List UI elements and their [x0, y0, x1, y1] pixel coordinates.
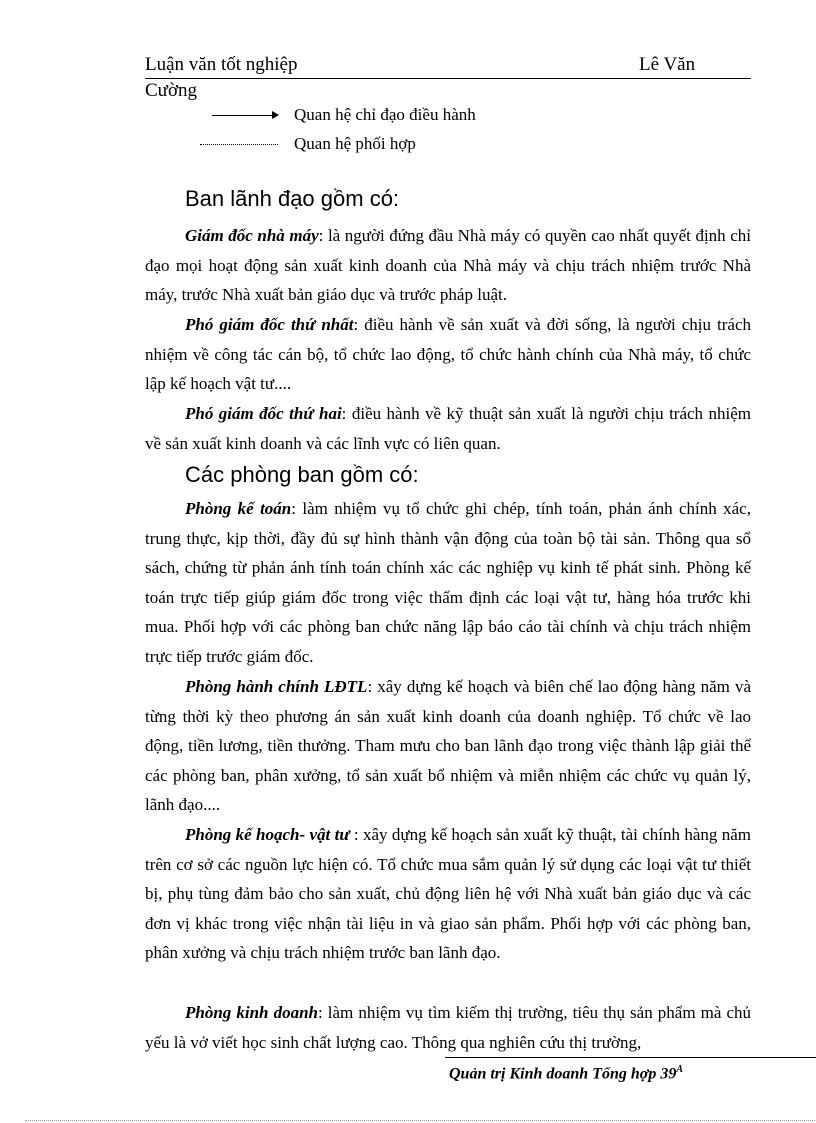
legend-solid: [200, 105, 600, 127]
term: Phó giám đốc thứ hai: [185, 404, 342, 423]
header-author-name: Lê Văn: [639, 54, 696, 75]
paragraph-text: : là người đứng đầu Nhà máy có quyền cao nhất quyết định chỉ đạo mọi hoạt động sản xuất kinh doanh của Nhà máy và chịu trách nhiệm trước Nhà máy, trước Nhà xuất bản giáo dục và trước pháp luật.: [145, 226, 751, 305]
header-thesis-label: Luận văn tốt nghiệp: [145, 54, 298, 75]
paragraph-text: : xây dựng kế hoạch và biên chế lao động hàng năm và từng thời kỳ theo phương án sản xuất kinh doanh của doanh nghiệp. Tổ chức về lao động, tiền lương, tiền thưởng. Tham mưu cho ban lãnh đạo trong việc thành lập giải thể các phòng ban, phân xưởng, tổ sản xuất bổ nhiệm và miễn nhiệm các chức vụ quản lý, lãnh đạo....: [145, 677, 751, 815]
page-header: [145, 52, 751, 79]
term: Giám đốc nhà máy: [185, 226, 319, 245]
term: Phòng kinh doanh: [185, 1003, 318, 1022]
paragraph-text: : làm nhiệm vụ tìm kiếm thị trường, tiêu thụ sản phẩm mà chủ yếu là vở viết học sinh chất lượng cao. Thông qua nghiên cứu thị trường,: [145, 1003, 751, 1052]
paragraph-business: [145, 998, 751, 1057]
paragraph-planning: [145, 820, 751, 968]
dotted-line: [200, 144, 278, 145]
paragraph-first-deputy: [145, 310, 751, 399]
section-title-leadership: Ban lãnh đạo gồm có:: [185, 186, 400, 211]
term: Phòng kế hoạch- vật tư: [185, 825, 350, 844]
page-footer: [445, 1057, 816, 1088]
bottom-divider: [25, 1120, 815, 1121]
section-title-departments: Các phòng ban gồm có:: [185, 462, 419, 487]
legend-dotted-label: Quan hệ phối hợp: [294, 134, 416, 153]
paragraph-admin: [145, 672, 751, 820]
paragraph-director: [145, 221, 751, 310]
paragraph-second-deputy: [145, 399, 751, 458]
footer-text: [449, 1064, 683, 1083]
paragraph-text: : điều hành về kỹ thuật sản xuất là người chịu trách nhiệm về sản xuất kinh doanh và các lĩnh vực có liên quan.: [145, 404, 751, 453]
term: Phòng kế toán: [185, 499, 292, 518]
paragraph-text: : điều hành về sản xuất và đời sống, là người chịu trách nhiệm về công tác cán bộ, tổ chức lao động, tổ chức hành chính của Nhà máy, tổ chức lập kế hoạch vật tư....: [145, 315, 752, 394]
paragraph-accounting: [145, 494, 751, 672]
arrow-right-icon: [272, 111, 279, 119]
header-author-continuation: Cường: [145, 80, 198, 101]
solid-arrow-line: [212, 115, 276, 116]
term: Phó giám đốc thứ nhất: [185, 315, 354, 334]
legend-dotted: [200, 134, 600, 156]
term: Phòng hành chính LĐTL: [185, 677, 368, 696]
legend-solid-label: Quan hệ chỉ đạo điều hành: [294, 105, 476, 124]
paragraph-text: : xây dựng kế hoạch sản xuất kỹ thuật, tài chính hàng năm trên cơ sở các nguồn lực hiện có. Tổ chức mua sắm quản lý sử dụng các loại vật tư thiết bị, phụ tùng đảm bảo cho sản xuất, chủ động liên hệ với Nhà xuất bản giáo dục và các đơn vị khác trong việc nhận tài liệu in và giao sản phẩm. Phối hợp với các phòng ban, phân xưởng và chịu trách nhiệm trước ban lãnh đạo.: [145, 825, 751, 963]
footer-label: Quản trị Kinh doanh Tổng hợp 39: [449, 1065, 677, 1083]
footer-superscript: A: [676, 1064, 684, 1075]
paragraph-text: : làm nhiệm vụ tổ chức ghi chép, tính toán, phản ánh chính xác, trung thực, kịp thời, đầy đủ sự hình thành vận động của toàn bộ tài sản. Thông qua sổ sách, chứng từ phản ánh tính toán chính xác các nghiệp vụ kinh tế phát sinh. Phòng kế toán trực tiếp giúp giám đốc trong việc thẩm định các loại vật tư, hàng hóa trước khi mua. Phối hợp với các phòng ban chức năng lập báo cáo tài chính và chịu trách nhiệm trực tiếp trước giám đốc.: [145, 499, 751, 666]
